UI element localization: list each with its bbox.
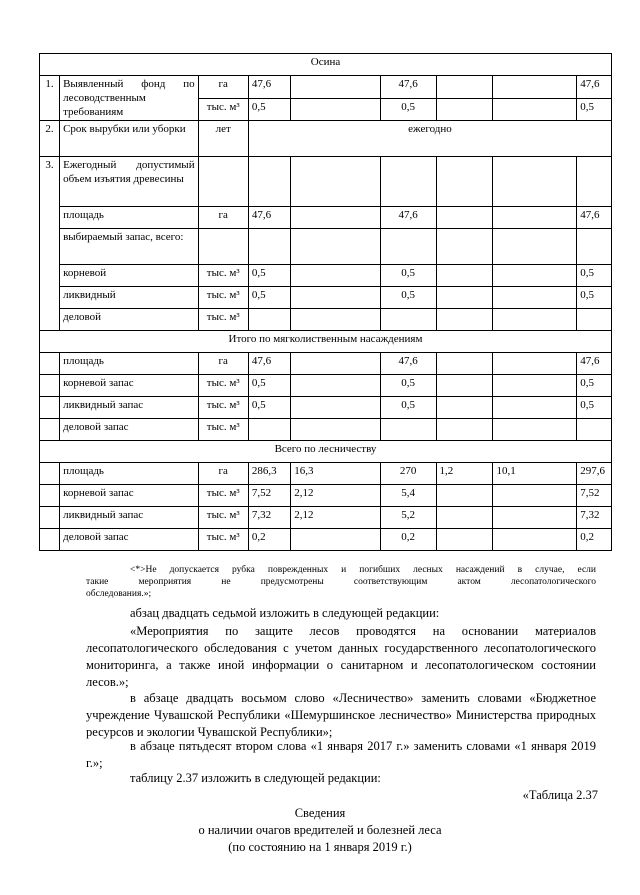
value-cell: [577, 419, 612, 441]
value-cell: 0,5: [577, 397, 612, 419]
value-cell: [436, 529, 493, 551]
label-cell: Ежегодный допустимый объем изъятия древесины: [60, 157, 199, 207]
paragraph: [86, 605, 596, 622]
value-cell: 270: [380, 463, 436, 485]
value-cell: 0,5: [248, 98, 290, 121]
unit-cell: тыс. м³: [198, 265, 248, 287]
value-cell: 0,5: [577, 375, 612, 397]
value-cell: [436, 265, 493, 287]
paragraph: [86, 738, 596, 772]
value-cell: 0,5: [577, 287, 612, 309]
value-cell: [436, 375, 493, 397]
section-header-row: [40, 54, 612, 76]
table-row: [40, 485, 612, 507]
label-cell: корневой: [60, 265, 199, 287]
table-row: [40, 76, 612, 99]
table-row: [40, 121, 612, 157]
value-cell: [577, 229, 612, 265]
table-row: [40, 375, 612, 397]
forest-data-table: [39, 53, 612, 551]
value-cell: 16,3: [291, 463, 380, 485]
value-cell: 0,5: [248, 265, 290, 287]
value-cell: [291, 207, 380, 229]
label-cell: ликвидный: [60, 287, 199, 309]
value-cell: [493, 157, 577, 207]
number-cell: [40, 529, 60, 551]
label-cell: Выявленный фонд по лесоводственным требованиям: [60, 76, 199, 121]
value-cell: 2,12: [291, 507, 380, 529]
value-cell: [493, 287, 577, 309]
value-cell: [248, 419, 290, 441]
number-cell: [40, 507, 60, 529]
value-cell: [436, 353, 493, 375]
value-cell: 5,2: [380, 507, 436, 529]
unit-cell: га: [198, 76, 248, 99]
value-cell: [291, 98, 380, 121]
value-cell: 0,2: [248, 529, 290, 551]
unit-cell: тыс. м³: [198, 485, 248, 507]
value-cell: 47,6: [248, 353, 290, 375]
value-cell: [493, 98, 577, 121]
table-reference: «Таблица 2.37: [522, 788, 598, 802]
label-cell: корневой запас: [60, 375, 199, 397]
value-cell: [436, 397, 493, 419]
value-cell: 0,5: [380, 98, 436, 121]
value-cell: 0,5: [248, 397, 290, 419]
unit-cell: тыс. м³: [198, 375, 248, 397]
paragraph: [86, 623, 596, 691]
label-cell: площадь: [60, 353, 199, 375]
value-cell: 47,6: [577, 353, 612, 375]
number-cell: 2.: [40, 121, 60, 157]
value-cell: [577, 157, 612, 207]
value-cell: [493, 419, 577, 441]
table-row: [40, 309, 612, 331]
value-cell: [493, 507, 577, 529]
unit-cell: тыс. м³: [198, 419, 248, 441]
value-cell: [436, 287, 493, 309]
caption-title: Сведения: [294, 806, 346, 820]
unit-cell: тыс. м³: [198, 507, 248, 529]
label-cell: ликвидный запас: [60, 397, 199, 419]
label-cell: Срок вырубки или уборки: [60, 121, 199, 157]
value-cell: [436, 229, 493, 265]
unit-cell: [198, 157, 248, 207]
label-cell: площадь: [60, 207, 199, 229]
value-cell: [380, 157, 436, 207]
value-cell: 0,5: [380, 375, 436, 397]
value-cell: [291, 287, 380, 309]
unit-cell: тыс. м³: [198, 397, 248, 419]
value-cell: 5,4: [380, 485, 436, 507]
table-row: [40, 207, 612, 229]
unit-cell: тыс. м³: [198, 309, 248, 331]
footnote-line: <*>Не допускается рубка поврежденных и погибших лесных насаждений в случае, если: [130, 565, 596, 575]
value-cell: [291, 265, 380, 287]
label-cell: деловой: [60, 309, 199, 331]
value-cell: 1,2: [436, 463, 493, 485]
value-cell: 0,5: [248, 375, 290, 397]
table-row: [40, 529, 612, 551]
value-cell: [436, 157, 493, 207]
paragraph-text: в абзаце пятьдесят втором слова «1 января 2017 г.» заменить словами «1 января 2019 г.»;: [86, 739, 596, 770]
table-row: [40, 353, 612, 375]
value-cell: 7,52: [577, 485, 612, 507]
footnote: [86, 564, 596, 600]
table-row: [40, 463, 612, 485]
value-cell: [291, 353, 380, 375]
value-cell: [493, 397, 577, 419]
value-cell: 0,5: [577, 265, 612, 287]
value-cell: 0,5: [248, 287, 290, 309]
value-cell: 2,12: [291, 485, 380, 507]
section-header: Всего по лесничеству: [40, 441, 612, 463]
value-cell: 7,32: [248, 507, 290, 529]
number-cell: [40, 397, 60, 419]
unit-cell: тыс. м³: [198, 529, 248, 551]
value-cell: [436, 485, 493, 507]
value-cell: 47,6: [380, 353, 436, 375]
paragraph: [86, 770, 596, 787]
table-row: [40, 157, 612, 207]
value-cell: 0,5: [380, 397, 436, 419]
value-cell: [493, 375, 577, 397]
value-cell: [291, 529, 380, 551]
value-cell: 47,6: [577, 76, 612, 99]
number-cell: [40, 353, 60, 375]
number-cell: 3.: [40, 157, 60, 331]
footnote-line: такие мероприятия не предусмотрены соответствующим актом лесопатологического: [86, 577, 596, 587]
section-header: Итого по мягколиственным насаждениям: [40, 331, 612, 353]
unit-cell: тыс. м³: [198, 98, 248, 121]
value-cell: [291, 375, 380, 397]
value-cell: [493, 529, 577, 551]
value-cell: 47,6: [248, 76, 290, 99]
value-cell: 0,2: [380, 529, 436, 551]
value-cell: [493, 229, 577, 265]
value-cell: 297,6: [577, 463, 612, 485]
value-cell: [436, 98, 493, 121]
label-cell: корневой запас: [60, 485, 199, 507]
table-row: [40, 265, 612, 287]
section-header-row: [40, 331, 612, 353]
unit-cell: га: [198, 463, 248, 485]
caption-date: (по состоянию на 1 января 2019 г.): [228, 840, 412, 854]
value-cell: 0,2: [577, 529, 612, 551]
paragraph-text: абзац двадцать седьмой изложить в следующей редакции:: [130, 606, 440, 620]
label-cell: выбираемый запас, всего:: [60, 229, 199, 265]
value-cell: [291, 229, 380, 265]
paragraph-text: «Мероприятия по защите лесов проводятся на основании материалов лесопатологического обследования с учетом данных государственного лесопатологического мониторинга, а также иной информации о санитарном и лесопатологическом состоянии лесов.»;: [86, 624, 596, 689]
label-cell: деловой запас: [60, 529, 199, 551]
value-cell: 47,6: [380, 207, 436, 229]
value-cell: [493, 353, 577, 375]
value-cell: 7,52: [248, 485, 290, 507]
number-cell: 1.: [40, 76, 60, 121]
table-row: [40, 507, 612, 529]
unit-cell: [198, 229, 248, 265]
section-header-row: [40, 441, 612, 463]
value-cell: 47,6: [248, 207, 290, 229]
unit-cell: га: [198, 207, 248, 229]
value-cell: [436, 507, 493, 529]
paragraph: [86, 690, 596, 741]
value-cell: [291, 76, 380, 99]
value-cell: [291, 157, 380, 207]
value-cell: 47,6: [380, 76, 436, 99]
value-cell: [248, 157, 290, 207]
paragraph-text: в абзаце двадцать восьмом слово «Лесничество» заменить словами «Бюджетное учреждение Чувашской Республики «Шемуршинское лесничество» Министерства природных ресурсов и экологии Чувашской Республики»;: [86, 691, 596, 739]
number-cell: [40, 463, 60, 485]
unit-cell: тыс. м³: [198, 287, 248, 309]
value-cell: [380, 309, 436, 331]
value-cell: [493, 309, 577, 331]
value-cell: [436, 207, 493, 229]
number-cell: [40, 419, 60, 441]
value-cell: [493, 207, 577, 229]
value-cell: [436, 419, 493, 441]
value-cell: 10,1: [493, 463, 577, 485]
value-cell: [577, 309, 612, 331]
value-cell: 0,5: [577, 98, 612, 121]
number-cell: [40, 485, 60, 507]
value-cell: [248, 229, 290, 265]
value-cell: ежегодно: [248, 121, 611, 157]
value-cell: [380, 229, 436, 265]
unit-cell: лет: [198, 121, 248, 157]
value-cell: [436, 76, 493, 99]
value-cell: [291, 397, 380, 419]
section-header: Осина: [40, 54, 612, 76]
value-cell: 7,32: [577, 507, 612, 529]
value-cell: [291, 419, 380, 441]
footnote-line: обследования.»;: [86, 589, 152, 599]
number-cell: [40, 375, 60, 397]
unit-cell: га: [198, 353, 248, 375]
value-cell: [291, 309, 380, 331]
value-cell: [493, 265, 577, 287]
value-cell: [248, 309, 290, 331]
value-cell: 0,5: [380, 287, 436, 309]
table-row: [40, 229, 612, 265]
table-row: [40, 419, 612, 441]
label-cell: ликвидный запас: [60, 507, 199, 529]
value-cell: [380, 419, 436, 441]
value-cell: 286,3: [248, 463, 290, 485]
caption-subtitle: о наличии очагов вредителей и болезней леса: [198, 823, 442, 837]
table-row: [40, 397, 612, 419]
value-cell: 0,5: [380, 265, 436, 287]
value-cell: [493, 485, 577, 507]
label-cell: деловой запас: [60, 419, 199, 441]
table-row: [40, 287, 612, 309]
label-cell: площадь: [60, 463, 199, 485]
paragraph-text: таблицу 2.37 изложить в следующей редакции:: [130, 771, 381, 785]
value-cell: 47,6: [577, 207, 612, 229]
value-cell: [436, 309, 493, 331]
value-cell: [493, 76, 577, 99]
